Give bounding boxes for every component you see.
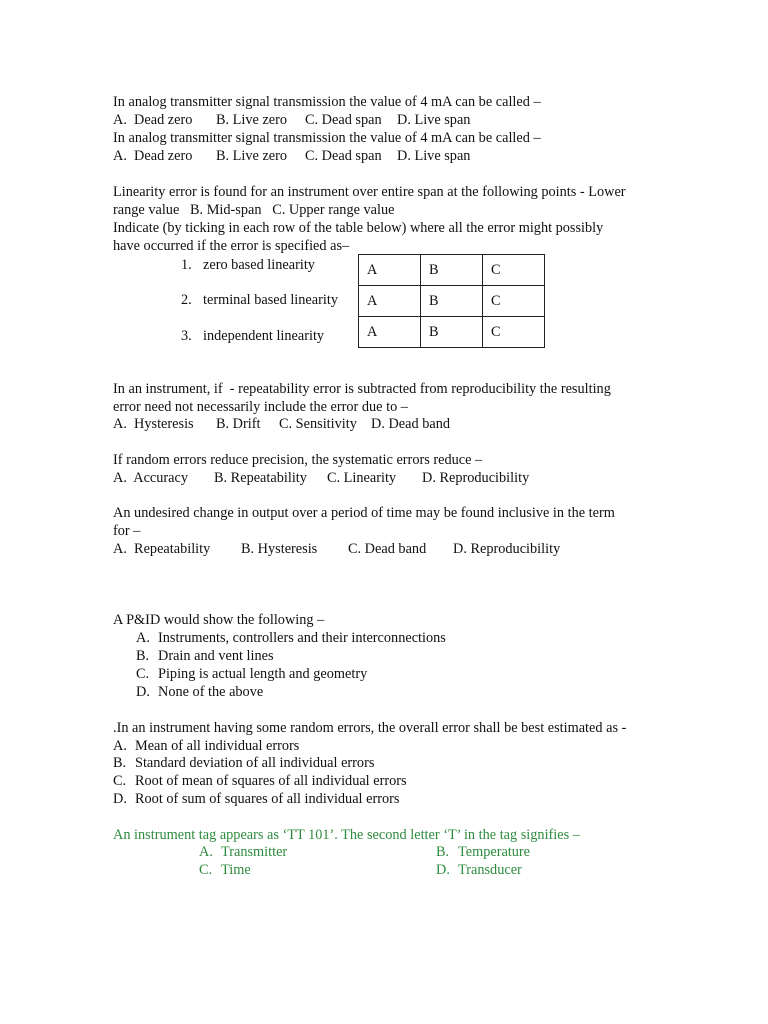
q3-option-d: D. Dead band [371,416,451,432]
q5-line-2: for – [113,523,141,539]
q6-question: A P&ID would show the following – [113,612,325,628]
q5-option-c: C. Dead band [348,541,427,557]
q7-option-c-letter: C. [113,773,127,789]
q6-option-c-text: Piping is actual length and geometry [158,666,368,682]
q1-option-c: C. Dead span [305,112,382,128]
table-cell[interactable]: A [359,286,421,317]
q2-line-1: Linearity error is found for an instrument over entire span at the following points - Lower [113,184,626,200]
q2-item-3-label: independent linearity [203,328,325,344]
q8-option-b-letter: B. [436,844,450,860]
q8-question: An instrument tag appears as ‘TT 101’. The second letter ‘T’ in the tag signifies – [113,827,580,843]
q1-question: In analog transmitter signal transmission the value of 4 mA can be called – [113,94,541,110]
q6-option-a-text: Instruments, controllers and their interconnections [158,630,446,646]
q8-option-c-text: Time [221,862,251,878]
q1-repeat-option-b: B. Live zero [216,148,288,164]
table-cell[interactable]: B [421,286,483,317]
q6-option-d-text: None of the above [158,684,264,700]
q5-option-b: B. Hysteresis [241,541,318,557]
q1-option-b: B. Live zero [216,112,288,128]
q7-option-d-letter: D. [113,791,127,807]
q1-repeat-option-c: C. Dead span [305,148,382,164]
table-cell[interactable]: B [421,317,483,348]
q7-option-a-letter: A. [113,738,127,754]
q7-option-c-text: Root of mean of squares of all individual errors [135,773,407,789]
table-cell[interactable]: A [359,255,421,286]
q1-option-a: A. Dead zero [113,112,193,128]
q1-repeat-question: In analog transmitter signal transmission the value of 4 mA can be called – [113,130,541,146]
q1-repeat-option-a: A. Dead zero [113,148,193,164]
table-cell[interactable]: C [483,255,545,286]
table-row [359,317,545,348]
q7-option-a-text: Mean of all individual errors [135,738,300,754]
q4-option-b: B. Repeatability [214,470,307,486]
q7-option-b-letter: B. [113,755,127,771]
q3-line-1: In an instrument, if - repeatability error is subtracted from reproducibility the resulting [113,381,611,397]
table-cell[interactable]: C [483,317,545,348]
q7-option-b-text: Standard deviation of all individual errors [135,755,375,771]
q1-repeat-option-d: D. Live span [397,148,471,164]
q6-option-c-letter: C. [136,666,150,682]
q3-option-a: A. Hysteresis [113,416,194,432]
q8-option-a-letter: A. [199,844,213,860]
table-row [359,286,545,317]
q2-item-1-number: 1. [181,257,192,273]
q2-line-3: Indicate (by ticking in each row of the table below) where all the error might possibly [113,220,604,236]
q4-question: If random errors reduce precision, the systematic errors reduce – [113,452,483,468]
q4-option-a: A. Accuracy [113,470,189,486]
q5-option-d: D. Reproducibility [453,541,561,557]
q6-option-d-letter: D. [136,684,150,700]
linearity-table [358,254,545,348]
q2-line-4: have occurred if the error is specified as– [113,238,350,254]
q2-item-2-label: terminal based linearity [203,292,338,308]
q2-item-1-label: zero based linearity [203,257,315,273]
q5-option-a: A. Repeatability [113,541,211,557]
q7-option-d-text: Root of sum of squares of all individual errors [135,791,400,807]
q6-option-a-letter: A. [136,630,150,646]
q8-option-d-letter: D. [436,862,450,878]
q6-option-b-text: Drain and vent lines [158,648,274,664]
q1-option-d: D. Live span [397,112,471,128]
table-cell[interactable]: B [421,255,483,286]
q2-item-3-number: 3. [181,328,192,344]
table-row [359,255,545,286]
q2-item-2-number: 2. [181,292,192,308]
q8-option-b-text: Temperature [458,844,531,860]
q3-line-2: error need not necessarily include the error due to – [113,399,408,415]
q8-option-d-text: Transducer [458,862,522,878]
q7-question: .In an instrument having some random errors, the overall error shall be best estimated as - [113,720,627,736]
q4-option-c: C. Linearity [327,470,397,486]
q3-option-b: B. Drift [216,416,261,432]
q8-option-c-letter: C. [199,862,213,878]
q4-option-d: D. Reproducibility [422,470,530,486]
q6-option-b-letter: B. [136,648,150,664]
q2-line-2: range value B. Mid-span C. Upper range value [113,202,395,218]
table-cell[interactable]: C [483,286,545,317]
table-cell[interactable]: A [359,317,421,348]
q3-option-c: C. Sensitivity [279,416,357,432]
q5-line-1: An undesired change in output over a period of time may be found inclusive in the term [113,505,615,521]
q8-option-a-text: Transmitter [221,844,288,860]
